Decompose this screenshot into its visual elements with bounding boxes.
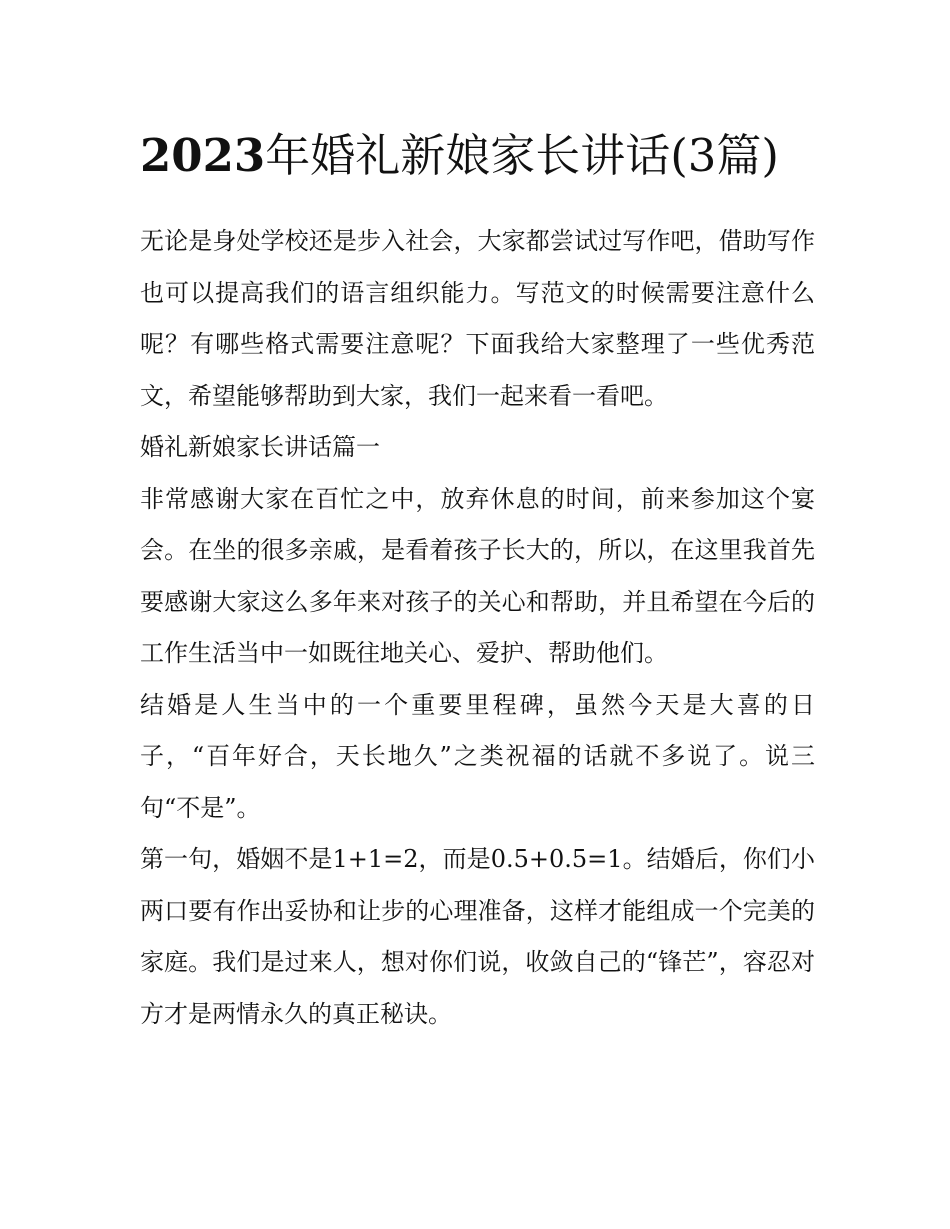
title-text: 年婚礼新娘家长讲话(3篇): [265, 129, 779, 182]
document-title: [140, 118, 815, 193]
paragraph-milestone: 结婚是人生当中的一个重要里程碑，虽然今天是大喜的日子，“百年好合，天长地久”之类祝福的话就不多说了。说三句“不是”。: [140, 690, 815, 822]
document-page: [140, 118, 815, 1040]
paragraph-thanks: 非常感谢大家在百忙之中，放弃休息的时间，前来参加这个宴会。在坐的很多亲戚，是看着孩子长大的，所以，在这里我首先要感谢大家这么多年来对孩子的关心和帮助，并且希望在今后的工作生活当中一如既往地关心、爱护、帮助他们。: [140, 484, 815, 667]
title-year: 2023: [140, 129, 266, 182]
document-body: [140, 216, 815, 1040]
paragraph-intro: 无论是身处学校还是步入社会，大家都尝试过写作吧，借助写作也可以提高我们的语言组织能力。写范文的时候需要注意什么呢？有哪些格式需要注意呢？下面我给大家整理了一些优秀范文，希望能够帮助到大家，我们一起来看一看吧。: [140, 227, 815, 410]
section-heading: 婚礼新娘家长讲话篇一: [140, 433, 380, 461]
paragraph-first-point: 第一句，婚姻不是1+1=2，而是0.5+0.5=1。结婚后，你们小两口要有作出妥协和让步的心理准备，这样才能组成一个完美的家庭。我们是过来人，想对你们说，收敛自己的“锋芒”，容忍对方才是两情永久的真正秘诀。: [140, 845, 815, 1028]
